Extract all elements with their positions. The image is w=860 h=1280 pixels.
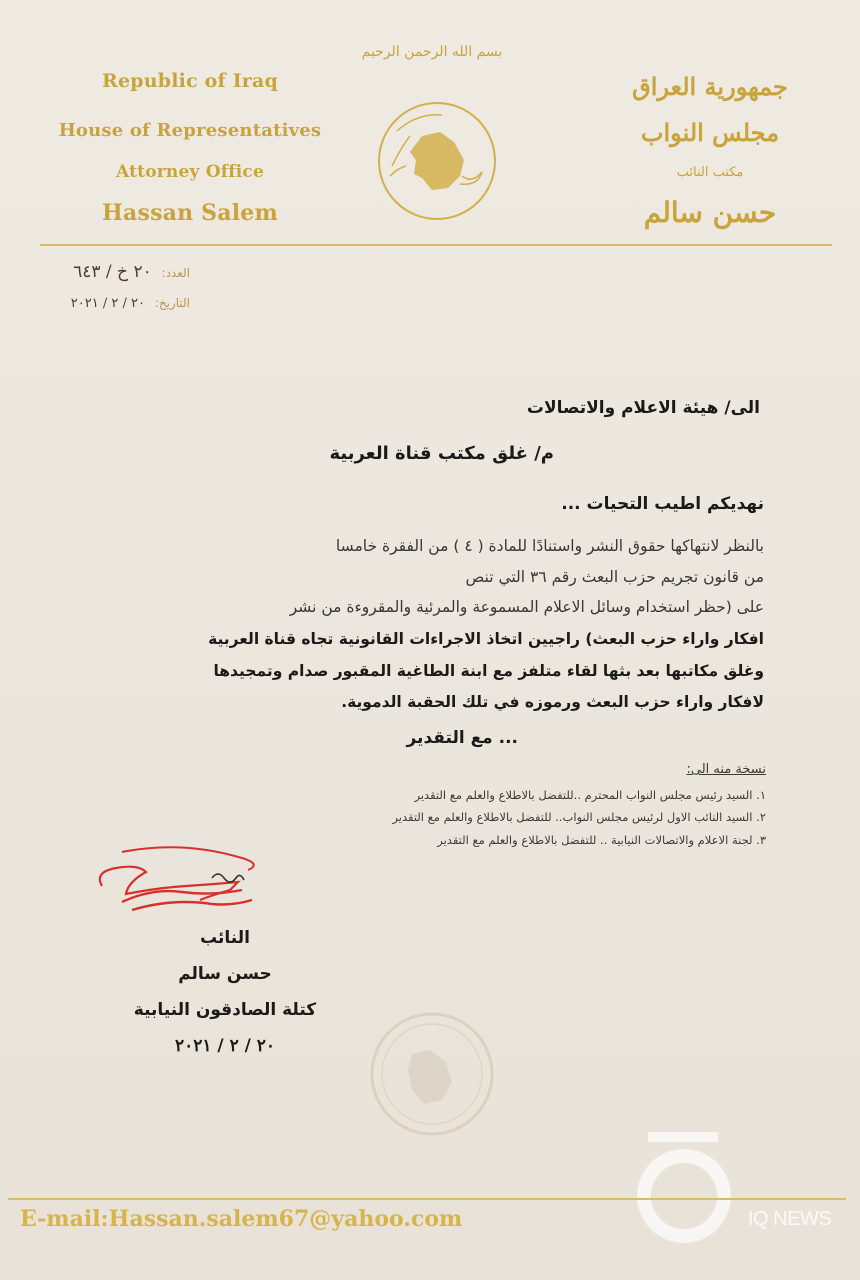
header-divider — [40, 244, 832, 246]
signatory-bloc: كتلة الصادقون النيابية — [133, 1000, 317, 1020]
letterhead-en-line3: Attorney Office — [116, 162, 264, 182]
embossed-seal-icon — [362, 1004, 502, 1144]
letterhead-ar-line2: مجلس النواب — [640, 118, 780, 147]
letterhead-ar-line3: مكتب النائب — [676, 165, 744, 180]
body-line-2: من قانون تجريم حزب البعث رقم ٣٦ التي تنص — [465, 568, 764, 586]
subject: م/ غلق مكتب قناة العربية — [329, 443, 554, 464]
letterhead-en-line4: Hassan Salem — [102, 200, 278, 226]
copy-item-2: ٢. السيد النائب الاول لرئيس مجلس النواب.. للتفضل بالاطلاع والعلم مع التقدير — [392, 810, 766, 824]
reference-date-label: التاريخ: — [154, 296, 190, 310]
reference-number — [36, 262, 190, 282]
body-line-6: لافكار واراء حزب البعث ورموزه في تلك الحقبة الدموية. — [341, 693, 764, 711]
signatory-date: ٢٠ / ٢ / ٢٠٢١ — [174, 1036, 276, 1056]
iraq-emblem-icon — [372, 96, 502, 226]
reference-date — [36, 296, 190, 311]
letterhead-en-line1: Republic of Iraq — [101, 70, 279, 92]
body-line-5: وغلق مكاتبها بعد بثها لقاء متلفز مع ابنة الطاغية المقبور صدام وتمجيدها — [213, 662, 764, 680]
iq-news-logo-icon — [628, 1128, 768, 1248]
greeting: نهديكم اطيب التحيات ... — [561, 494, 764, 514]
body-line-3: على (حظر استخدام وسائل الاعلام المسموعة والمرئية والمقروءة من نشر — [289, 598, 764, 616]
body-line-4: افكار واراء حزب البعث) راجيين اتخاذ الاجراءات القانونية تجاه قناة العربية — [208, 630, 764, 648]
signatory-title: النائب — [200, 928, 250, 948]
letterhead-ar-line4: حسن سالم — [643, 196, 777, 229]
copy-item-3: ٣. لجنة الاعلام والاتصالات النيابية .. للتفضل بالاطلاع والعلم مع التقدير — [437, 833, 766, 847]
footer-divider — [8, 1198, 846, 1200]
letterhead-ar-line1: جمهورية العراق — [632, 72, 788, 101]
letterhead-en-line2: House of Representatives — [58, 120, 322, 141]
footer-email: E-mail:Hassan.salem67@yahoo.com — [20, 1206, 463, 1232]
copies-heading: نسخة منه الى: — [686, 762, 766, 777]
recipient: الى/ هيئة الاعلام والاتصالات — [526, 398, 760, 418]
signatory-name: حسن سالم — [178, 964, 272, 984]
body-line-1: بالنظر لانتهاكها حقوق النشر واستنادًا للمادة ( ٤ ) من الفقرة خامسا — [335, 537, 764, 555]
closing: ... مع التقدير — [406, 728, 518, 748]
reference-number-value: ٢٠ خ / ٦٤٣ — [73, 262, 152, 282]
copy-item-1: ١. السيد رئيس مجلس النواب المحترم ..للتفضل بالاطلاع والعلم مع التقدير — [414, 788, 766, 802]
watermark-brand: IQ NEWS — [748, 1208, 832, 1230]
reference-date-value: ٢٠ / ٢ / ٢٠٢١ — [70, 296, 145, 311]
handwritten-signature — [92, 842, 292, 932]
reference-number-label: العدد: — [161, 266, 190, 280]
basmala: بسم الله الرحمن الرحيم — [361, 44, 503, 60]
